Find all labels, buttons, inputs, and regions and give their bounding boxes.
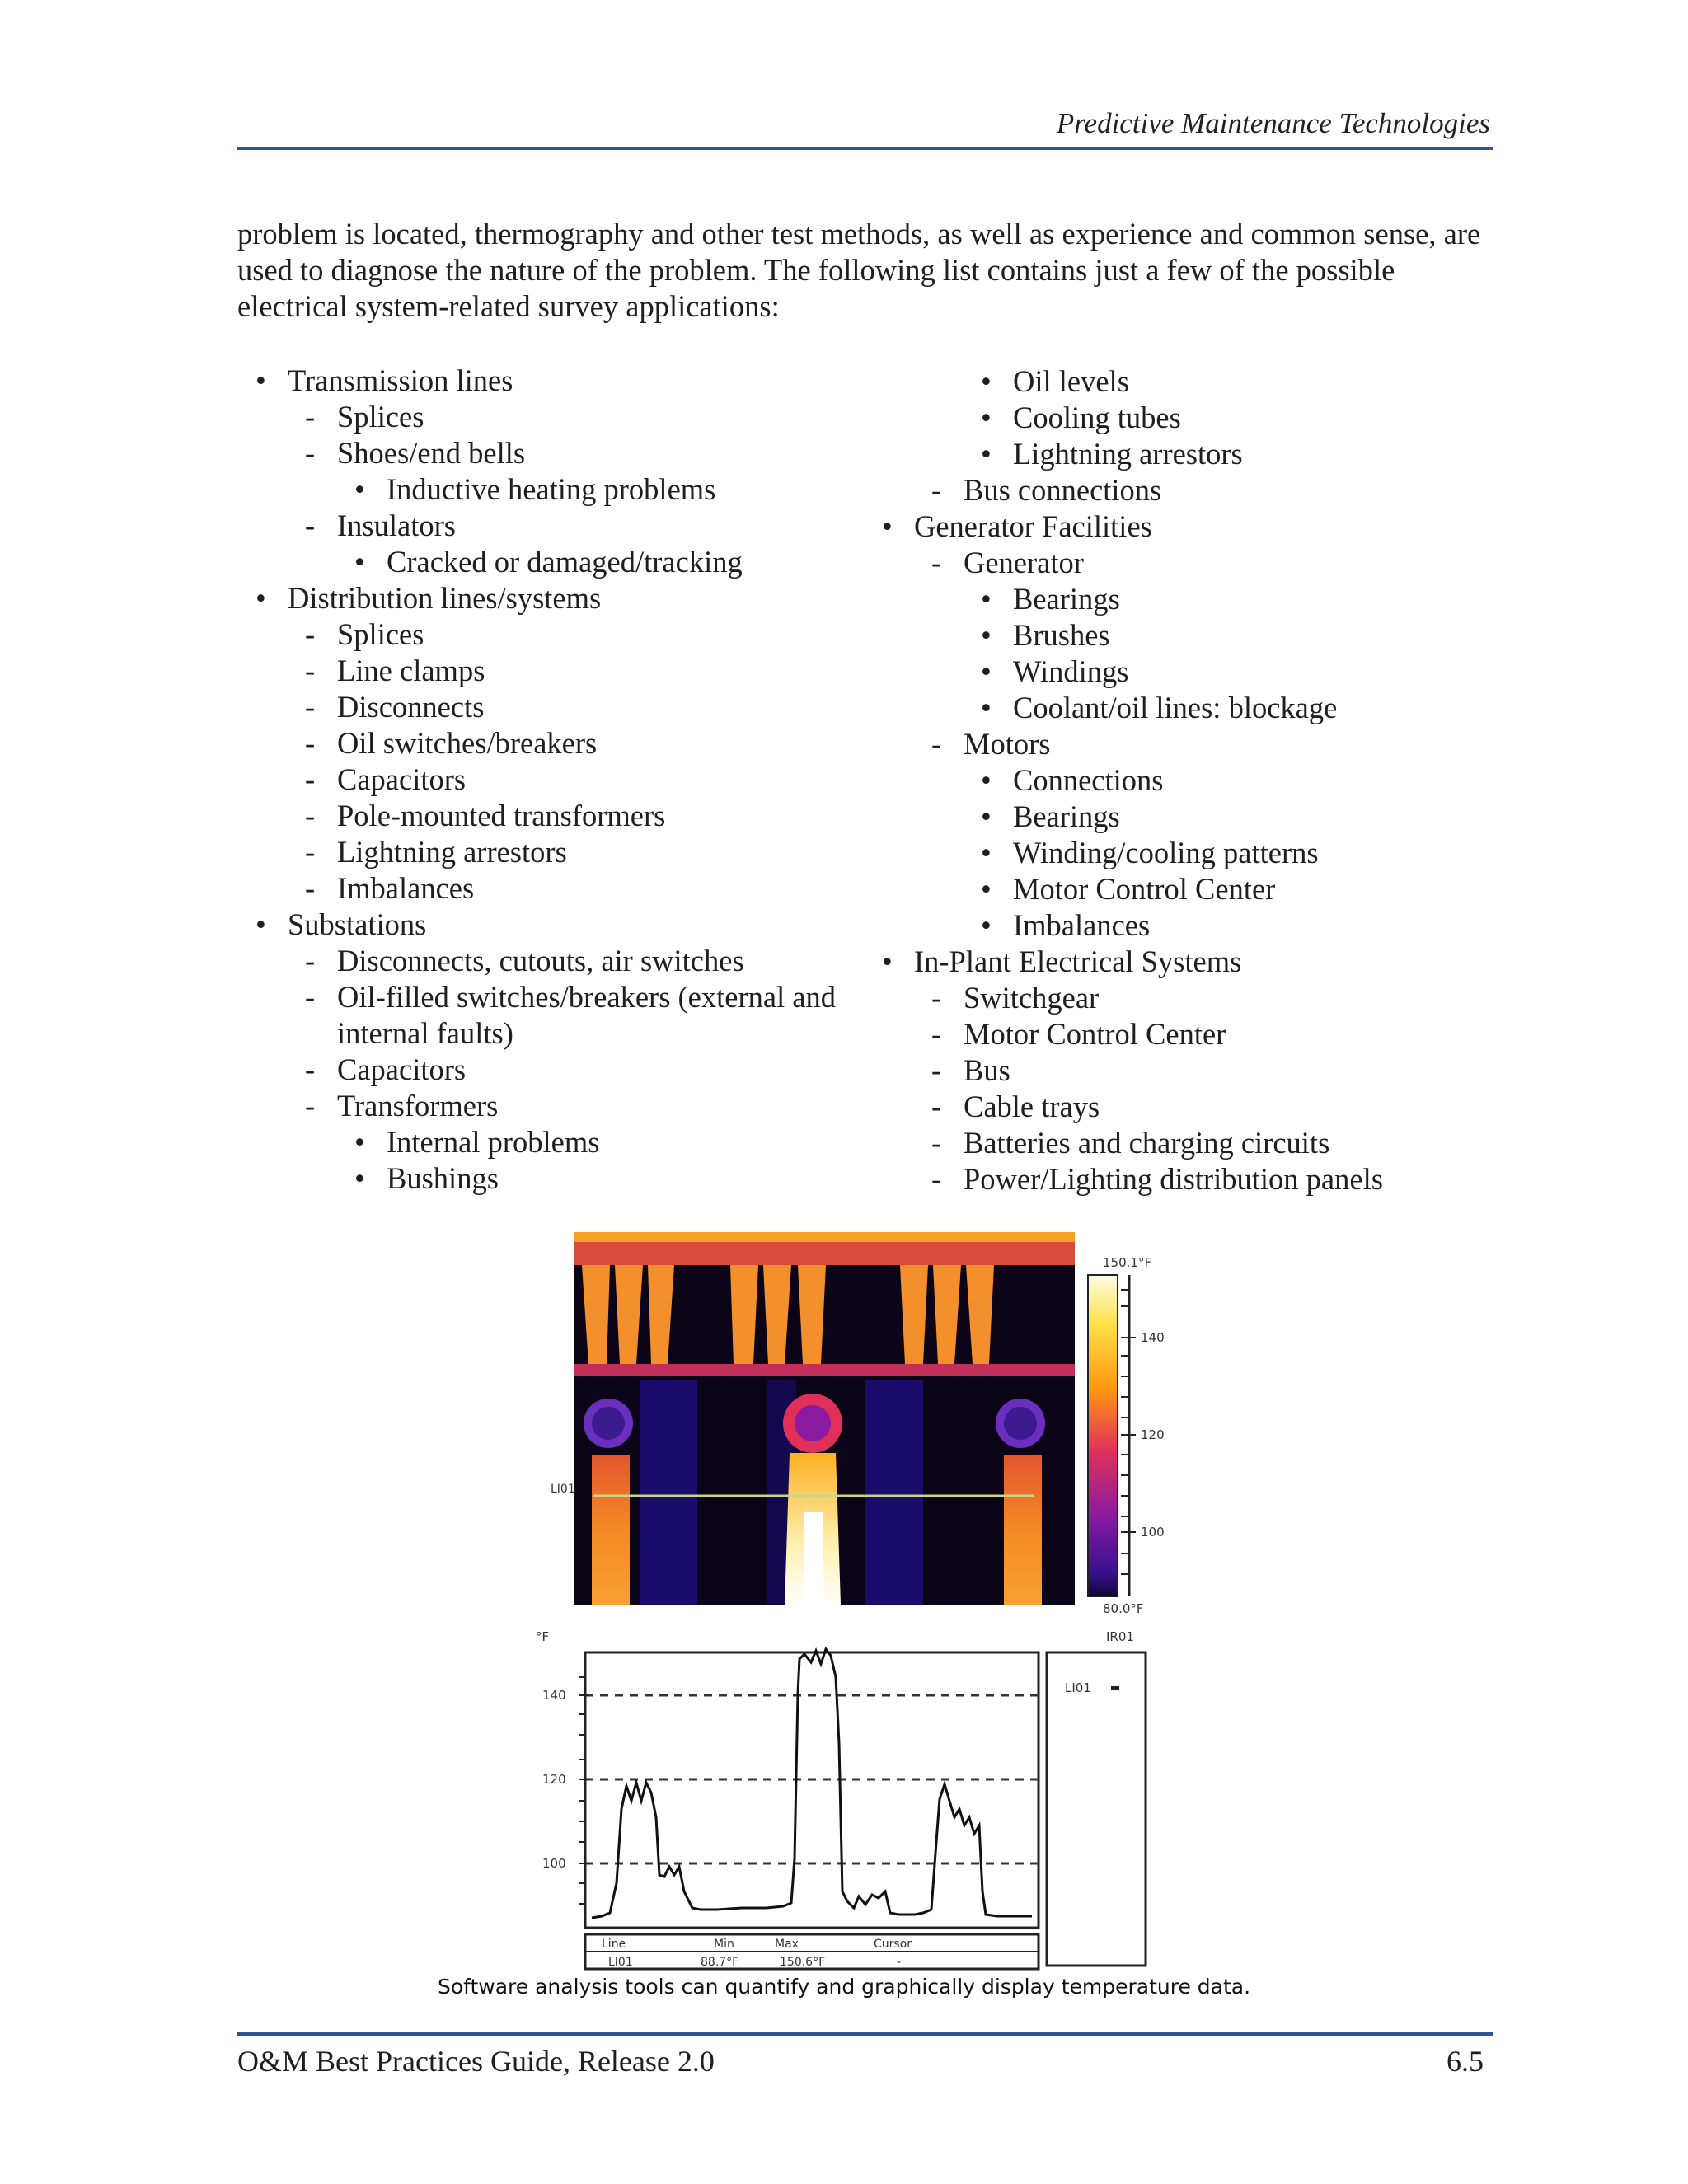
dash-marker: -: [305, 509, 316, 542]
list-item: [237, 508, 880, 544]
list-item: [237, 834, 880, 870]
dash-marker: -: [305, 654, 316, 687]
list-item-text: Motor Control Center: [1013, 872, 1276, 906]
applications-list-right: [864, 363, 1490, 1197]
bullet-marker: •: [256, 907, 266, 941]
list-item-text: Transmission lines: [288, 363, 513, 397]
scale-tick-140: 140: [1141, 1330, 1165, 1345]
header-title: Predictive Maintenance Technologies: [1056, 107, 1490, 139]
dash-marker: -: [305, 799, 316, 832]
list-item: [864, 1016, 1490, 1052]
list-item: [864, 726, 1490, 762]
list-item: [237, 544, 880, 580]
list-item-text: Capacitors: [337, 762, 467, 796]
panel-label: IR01: [1106, 1629, 1134, 1644]
list-item-text: Oil switches/breakers: [337, 726, 598, 760]
list-item-text: Splices: [337, 400, 424, 434]
list-item-text: Substations: [288, 907, 427, 941]
stats-header-line: Line: [602, 1938, 626, 1951]
bullet-marker: •: [981, 908, 992, 942]
dash-marker: -: [305, 762, 316, 796]
stats-header-max: Max: [775, 1938, 799, 1951]
dash-marker: -: [931, 1090, 942, 1123]
list-item-text: Connections: [1013, 763, 1164, 797]
list-item-text: Inductive heating problems: [387, 472, 716, 506]
list-item: [237, 580, 880, 616]
dash-marker: -: [305, 726, 316, 760]
list-item: [864, 1089, 1490, 1125]
list-item: [237, 943, 880, 979]
list-item-text: Generator Facilities: [914, 509, 1152, 543]
bullet-marker: •: [981, 654, 992, 688]
list-item: [237, 653, 880, 689]
figure-graphic: [528, 1232, 1170, 1974]
footer-rule: [237, 2032, 1493, 2036]
list-item: [864, 690, 1490, 726]
dash-marker: -: [305, 1089, 316, 1122]
bullet-marker: •: [256, 363, 266, 397]
list-item-text: Disconnects, cutouts, air switches: [337, 944, 744, 977]
list-item: [237, 363, 880, 399]
list-item-text: Power/Lighting distribution panels: [964, 1162, 1383, 1196]
list-item: [864, 835, 1490, 871]
dash-marker: -: [931, 1162, 942, 1196]
footer-guide-title: O&M Best Practices Guide, Release 2.0: [237, 2045, 715, 2078]
list-item: [864, 436, 1490, 472]
list-item-text: Generator: [964, 546, 1084, 579]
dash-marker: -: [305, 436, 316, 470]
dash-marker: -: [305, 835, 316, 869]
list-item-text: Internal problems: [387, 1125, 600, 1159]
dash-marker: -: [305, 980, 316, 1014]
list-item: [864, 871, 1490, 907]
list-item-text: Pole-mounted transformers: [337, 799, 666, 832]
list-item: [864, 509, 1490, 545]
dash-marker: -: [931, 1017, 942, 1051]
scale-tick-100: 100: [1141, 1525, 1165, 1540]
dash-marker: -: [305, 871, 316, 905]
list-item: [237, 1160, 880, 1197]
list-item: [237, 1124, 880, 1160]
list-item-text: In-Plant Electrical Systems: [914, 944, 1242, 978]
list-item: [237, 762, 880, 798]
list-item-text: Capacitors: [337, 1052, 467, 1086]
list-item: [864, 980, 1490, 1016]
list-item-text: Lightning arrestors: [337, 835, 567, 869]
list-item: [237, 870, 880, 907]
list-item-text: Bearings: [1013, 799, 1120, 833]
list-item-text: Motor Control Center: [964, 1017, 1226, 1051]
list-item-text: Cooling tubes: [1013, 401, 1181, 434]
stats-table: [585, 1934, 1039, 1969]
list-item: [237, 689, 880, 725]
line-label: LI01: [551, 1483, 575, 1496]
page-number: 6.5: [1447, 2045, 1484, 2078]
list-item: [237, 725, 880, 762]
list-item: [237, 979, 880, 1052]
list-item: [237, 435, 880, 471]
bullet-marker: •: [981, 836, 992, 869]
list-item: [864, 472, 1490, 509]
list-item-text: Lightning arrestors: [1013, 437, 1243, 471]
stats-cell-cursor: -: [897, 1956, 902, 1969]
list-item-text: Shoes/end bells: [337, 436, 526, 470]
y-tick-140: 140: [542, 1688, 566, 1703]
figure-caption: Software analysis tools can quantify and graphically display temperature data.: [437, 1975, 1251, 1999]
list-item-text: Motors: [964, 727, 1051, 761]
list-item-text: Batteries and charging circuits: [964, 1126, 1330, 1160]
list-item-text: Bus: [964, 1053, 1010, 1087]
list-item-text: Imbalances: [1013, 908, 1151, 942]
y-tick-120: 120: [542, 1772, 566, 1787]
dash-marker: -: [305, 690, 316, 724]
stats-cell-line: LI01: [608, 1956, 633, 1969]
list-item-text: Disconnects: [337, 690, 485, 724]
bullet-marker: •: [354, 1125, 365, 1159]
bullet-marker: •: [981, 872, 992, 906]
list-item-text: Switchgear: [964, 981, 1100, 1015]
list-item: [864, 654, 1490, 690]
list-item: [864, 944, 1490, 980]
list-item-text: Coolant/oil lines: blockage: [1013, 691, 1338, 724]
dash-marker: -: [305, 1052, 316, 1086]
list-item-text: Insulators: [337, 509, 456, 542]
bullet-marker: •: [981, 437, 992, 471]
bullet-marker: •: [354, 545, 365, 579]
list-item: [864, 1161, 1490, 1197]
scale-min-label: 80.0°F: [1103, 1601, 1144, 1616]
bullet-marker: •: [981, 364, 992, 398]
list-item: [864, 545, 1490, 581]
temperature-scale: [1088, 1255, 1165, 1616]
scale-tick-120: 120: [1141, 1427, 1165, 1442]
bullet-marker: •: [882, 944, 893, 978]
list-item: [864, 1052, 1490, 1089]
list-item-text: Bushings: [387, 1161, 499, 1195]
stats-header-min: Min: [714, 1938, 734, 1951]
list-item-text: Bearings: [1013, 582, 1120, 616]
bullet-marker: •: [981, 763, 992, 797]
bullet-marker: •: [882, 509, 893, 543]
bullet-marker: •: [256, 581, 266, 615]
list-item-text: Cracked or damaged/tracking: [387, 545, 743, 579]
list-item-text: Line clamps: [337, 654, 485, 687]
list-item: [864, 581, 1490, 617]
bullet-marker: •: [981, 618, 992, 652]
list-item: [864, 617, 1490, 654]
list-item-text: Oil levels: [1013, 364, 1129, 398]
list-item: [864, 799, 1490, 835]
stats-cell-max: 150.6°F: [780, 1956, 826, 1969]
header-rule: [237, 147, 1493, 150]
list-item-text: Transformers: [337, 1089, 499, 1122]
dash-marker: -: [931, 727, 942, 761]
scale-max-label: 150.1°F: [1103, 1255, 1152, 1270]
thermal-image: [551, 1232, 1075, 1605]
list-item-text: Windings: [1013, 654, 1129, 688]
bullet-marker: •: [981, 691, 992, 724]
list-item-text: Oil-filled switches/breakers (external and internal faults): [337, 980, 837, 1050]
applications-list-left: [237, 363, 880, 1197]
dash-marker: -: [931, 1126, 942, 1160]
list-item-text: Splices: [337, 617, 424, 651]
list-item-text: Bus connections: [964, 473, 1162, 507]
list-item: [237, 907, 880, 943]
list-item-text: Cable trays: [964, 1090, 1100, 1123]
dash-marker: -: [931, 473, 942, 507]
y-tick-100: 100: [542, 1856, 566, 1871]
profile-unit-label: °F: [536, 1629, 550, 1644]
list-item: [237, 471, 880, 508]
intro-paragraph: problem is located, thermography and other test methods, as well as experience and common sense, are used to diagnose the nature of the problem. The following list contains just a few of the possible electrical system-related survey applications:: [237, 217, 1481, 323]
dash-marker: -: [931, 546, 942, 579]
thermography-figure: [528, 1232, 1170, 1974]
dash-marker: -: [931, 981, 942, 1015]
legend-entry: LI01: [1065, 1680, 1091, 1695]
list-item: [237, 1052, 880, 1088]
list-item-text: Brushes: [1013, 618, 1110, 652]
list-item: [864, 400, 1490, 436]
bullet-marker: •: [354, 1161, 365, 1195]
list-item-text: Distribution lines/systems: [288, 581, 602, 615]
bullet-marker: •: [981, 799, 992, 833]
bullet-marker: •: [981, 582, 992, 616]
list-item: [237, 616, 880, 653]
dash-marker: -: [305, 400, 316, 434]
list-item: [237, 399, 880, 435]
list-item: [864, 907, 1490, 944]
list-item: [237, 798, 880, 834]
bullet-marker: •: [354, 472, 365, 506]
list-item: [864, 1125, 1490, 1161]
stats-header-cursor: Cursor: [874, 1938, 912, 1951]
stats-cell-min: 88.7°F: [701, 1956, 739, 1969]
list-item: [864, 762, 1490, 799]
list-item: [864, 363, 1490, 400]
bullet-marker: •: [981, 401, 992, 434]
dash-marker: -: [305, 944, 316, 977]
temperature-profile-chart: [536, 1629, 1146, 1969]
dash-marker: -: [305, 617, 316, 651]
dash-marker: -: [931, 1053, 942, 1087]
list-item: [237, 1088, 880, 1124]
list-item-text: Winding/cooling patterns: [1013, 836, 1319, 869]
list-item-text: Imbalances: [337, 871, 475, 905]
